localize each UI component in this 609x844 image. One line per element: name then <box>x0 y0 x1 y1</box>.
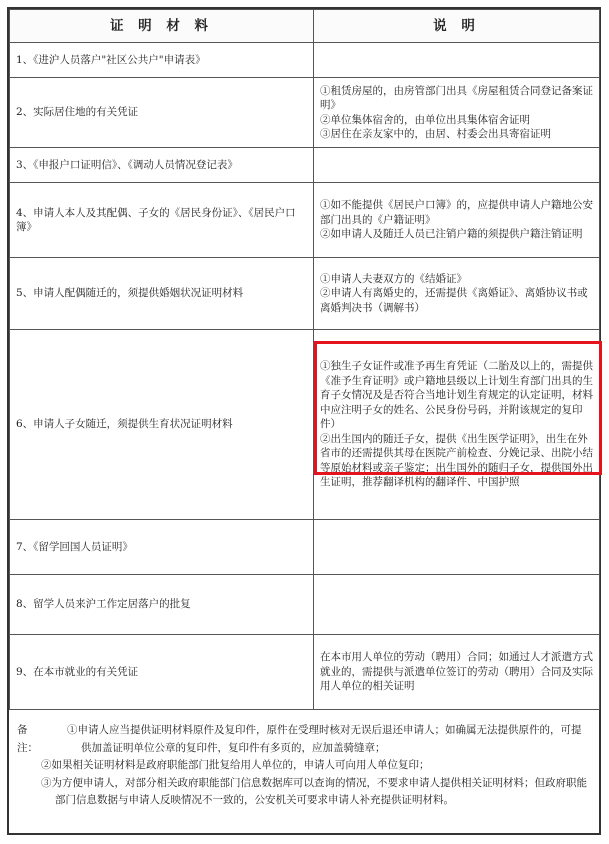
table-row <box>10 520 600 575</box>
row-5-material: 5、申请人配偶随迁的，须提供婚姻状况证明材料 <box>10 258 314 330</box>
row-5-note-2: ②申请人有离婚史的，还需提供《离婚证》、离婚协议书或离婚判决书（调解书） <box>320 287 588 314</box>
row-4-material: 4、申请人本人及其配偶、子女的《居民身份证》、《居民户口簿》 <box>10 183 314 258</box>
row-1-notes <box>314 43 600 78</box>
header-materials: 证 明 材 料 <box>10 10 314 43</box>
remark-3: ③为方便申请人，对部分相关政府职能部门信息数据库可以查询的情况，不要求申请人提供相关证明材料；但政府职能部门信息数据与申请人反映情况不一致的，公安机关可要求申请人补充提供证明材料。 <box>41 776 587 806</box>
table-row <box>10 330 600 520</box>
row-9-note-1: 在本市用人单位的劳动（聘用）合同；如通过人才派遣方式就业的，需提供与派遣单位签订的劳动（聘用）合同及实际用人单位的相关证明 <box>320 651 593 693</box>
row-4-note-2: ②如申请人及随迁人员已注销户籍的须提供户籍注销证明 <box>320 228 583 241</box>
table-row <box>10 78 600 148</box>
table-row <box>10 635 600 710</box>
row-2-material: 2、实际居住地的有关凭证 <box>10 78 314 148</box>
row-6-notes <box>314 330 600 520</box>
materials-table <box>9 9 600 710</box>
row-6-material: 6、申请人子女随迁，须提供生育状况证明材料 <box>10 330 314 520</box>
remark-1: ①申请人应当提供证明材料原件及复印件，原件在受理时核对无误后退还申请人；如确属无法提供原件的，可提供加盖证明单位公章的复印件，复印件有多页的，应加盖骑缝章； <box>67 724 582 754</box>
row-8-material: 8、留学人员来沪工作定居落户的批复 <box>10 575 314 635</box>
row-7-material: 7、《留学回国人员证明》 <box>10 520 314 575</box>
row-1-material: 1、《进沪人员落户"社区公共户"申请表》 <box>10 43 314 78</box>
row-3-material: 3、《申报户口证明信》、《调动人员情况登记表》 <box>10 148 314 183</box>
remarks-section <box>9 712 599 833</box>
table-row <box>10 43 600 78</box>
table-row <box>10 183 600 258</box>
row-9-notes <box>314 635 600 710</box>
table-row <box>10 258 600 330</box>
row-5-note-1: ①申请人夫妻双方的《结婚证》 <box>320 272 467 285</box>
row-2-note-3: ③居住在亲友家中的，由居、村委会出具寄宿证明 <box>320 128 551 140</box>
row-5-notes <box>314 258 600 330</box>
table-row <box>10 575 600 635</box>
row-7-notes <box>314 520 600 575</box>
row-6-note-2: ②出生国内的随迁子女，提供《出生医学证明》，出生在外省市的还需提供其母在医院产前检查、分娩记录、出院小结等原始材料或亲子鉴定；出生国外的随归子女，提供国外出生证明，推荐翻译机构的翻译件、中国护照 <box>320 432 593 489</box>
row-4-notes <box>314 183 600 258</box>
table-header-row <box>10 10 600 43</box>
table-row <box>10 148 600 183</box>
row-4-note-1: ①如不能提供《居民户口簿》的，应提供申请人户籍地公安部门出具的《户籍证明》 <box>320 199 593 226</box>
row-2-notes <box>314 78 600 148</box>
document-table-frame <box>7 7 601 835</box>
header-notes: 说 明 <box>314 10 600 43</box>
row-2-note-1: ①租赁房屋的，由房管部门出具《房屋租赁合同登记备案证明》 <box>320 84 593 111</box>
row-3-notes <box>314 148 600 183</box>
row-6-note-1: ①独生子女证件或准予再生育凭证（二胎及以上的，需提供《准予生育证明》或户籍地县级以上计划生育部门出具的生育子女情况及是否符合当地计划生育规定的认定证明，材料中应注明子女的姓名、公民身份号码，并附该规定的复印件） <box>320 360 593 431</box>
remarks-label: 备注： <box>17 724 38 754</box>
remark-2: ②如果相关证明材料是政府职能部门批复给用人单位的，申请人可向用人单位复印； <box>41 759 430 771</box>
row-9-material: 9、在本市就业的有关凭证 <box>10 635 314 710</box>
row-8-notes <box>314 575 600 635</box>
row-2-note-2: ②单位集体宿舍的，由单位出具集体宿舍证明 <box>320 113 530 126</box>
